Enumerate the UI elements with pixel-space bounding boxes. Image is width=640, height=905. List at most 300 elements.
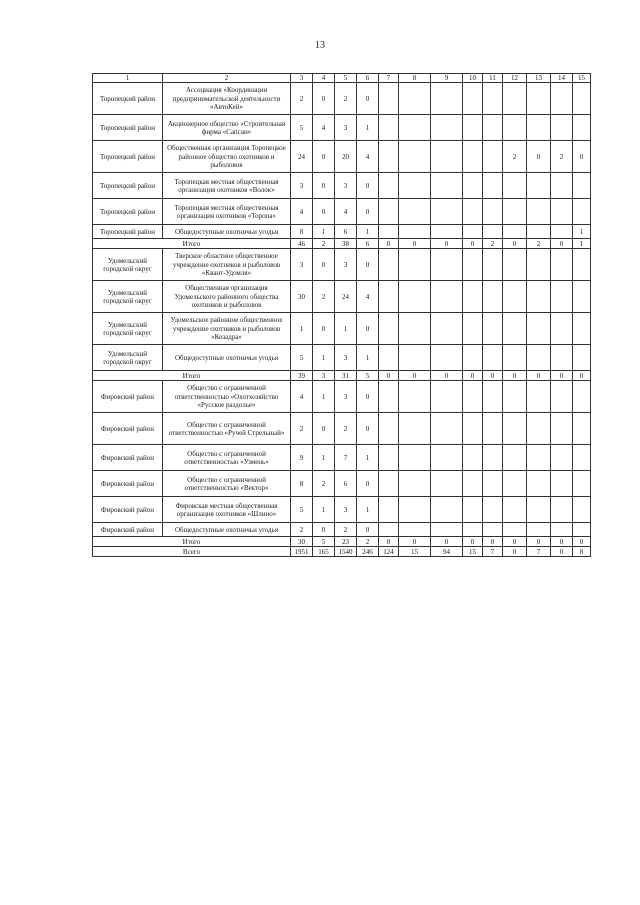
table-row <box>93 173 591 199</box>
value-cell <box>573 413 591 445</box>
value-cell <box>483 115 503 141</box>
grand-total-label: Всего <box>93 547 291 557</box>
grand-total-cell: 94 <box>431 547 463 557</box>
subtotal-row <box>93 537 591 547</box>
subtotal-cell: 31 <box>335 371 357 381</box>
value-cell <box>503 83 527 115</box>
value-cell <box>431 471 463 497</box>
value-cell <box>431 173 463 199</box>
value-cell <box>573 345 591 371</box>
value-cell <box>399 313 431 345</box>
header-cell: 2 <box>163 74 291 83</box>
grand-total-cell: 0 <box>551 547 573 557</box>
table-row <box>93 141 591 173</box>
value-cell <box>503 413 527 445</box>
subtotal-cell: 0 <box>399 537 431 547</box>
organization-cell: Общедоступные охотничьи угодья <box>163 225 291 239</box>
value-cell <box>483 83 503 115</box>
grand-total-cell: 8 <box>573 547 591 557</box>
value-cell <box>399 497 431 523</box>
value-cell <box>527 115 551 141</box>
value-cell: 0 <box>313 83 335 115</box>
district-cell: Торопецкий район <box>93 83 163 115</box>
grand-total-cell: 7 <box>527 547 551 557</box>
value-cell: 3 <box>335 249 357 281</box>
value-cell <box>573 199 591 225</box>
value-cell <box>573 381 591 413</box>
value-cell <box>379 173 399 199</box>
value-cell: 4 <box>335 199 357 225</box>
value-cell: 1 <box>335 313 357 345</box>
subtotal-cell: 0 <box>463 239 483 249</box>
value-cell <box>503 523 527 537</box>
grand-total-cell: 0 <box>503 547 527 557</box>
table-row <box>93 523 591 537</box>
value-cell <box>573 445 591 471</box>
value-cell: 1 <box>357 497 379 523</box>
value-cell <box>431 249 463 281</box>
district-cell: Фировский район <box>93 413 163 445</box>
value-cell <box>551 199 573 225</box>
district-cell: Фировский район <box>93 445 163 471</box>
value-cell <box>463 199 483 225</box>
district-cell: Торопецкий район <box>93 173 163 199</box>
header-cell: 1 <box>93 74 163 83</box>
value-cell: 9 <box>291 445 313 471</box>
value-cell <box>527 83 551 115</box>
value-cell <box>483 249 503 281</box>
value-cell: 4 <box>357 141 379 173</box>
subtotal-cell: 46 <box>291 239 313 249</box>
value-cell: 1 <box>357 115 379 141</box>
subtotal-cell: 0 <box>527 537 551 547</box>
table-row <box>93 381 591 413</box>
subtotal-cell: 0 <box>551 537 573 547</box>
value-cell: 6 <box>335 471 357 497</box>
subtotal-cell: 0 <box>399 239 431 249</box>
table-row <box>93 115 591 141</box>
value-cell: 1 <box>313 445 335 471</box>
value-cell <box>573 173 591 199</box>
value-cell <box>483 445 503 471</box>
value-cell <box>483 345 503 371</box>
value-cell <box>463 249 483 281</box>
value-cell <box>527 497 551 523</box>
value-cell <box>527 345 551 371</box>
value-cell <box>431 345 463 371</box>
value-cell <box>463 381 483 413</box>
grand-total-cell: 1951 <box>291 547 313 557</box>
value-cell <box>463 173 483 199</box>
value-cell <box>527 199 551 225</box>
value-cell <box>527 381 551 413</box>
page-number: 13 <box>315 40 325 51</box>
value-cell <box>379 141 399 173</box>
value-cell <box>573 83 591 115</box>
value-cell: 5 <box>291 115 313 141</box>
organization-cell: Торопецкая местная общественная организация охотников «Торопа» <box>163 199 291 225</box>
subtotal-cell: 0 <box>527 371 551 381</box>
value-cell <box>483 413 503 445</box>
subtotal-cell: 0 <box>379 537 399 547</box>
value-cell: 2 <box>335 523 357 537</box>
value-cell <box>551 381 573 413</box>
header-cell: 15 <box>573 74 591 83</box>
value-cell <box>399 225 431 239</box>
value-cell: 3 <box>335 115 357 141</box>
value-cell: 3 <box>335 173 357 199</box>
value-cell: 2 <box>503 141 527 173</box>
grand-total-cell: 165 <box>313 547 335 557</box>
value-cell <box>573 281 591 313</box>
value-cell <box>463 523 483 537</box>
value-cell <box>573 523 591 537</box>
value-cell <box>463 141 483 173</box>
subtotal-cell: 0 <box>551 371 573 381</box>
table-row <box>93 471 591 497</box>
value-cell <box>573 471 591 497</box>
table-row <box>93 445 591 471</box>
value-cell <box>483 523 503 537</box>
organization-cell: Общество с ограниченной ответственностью «Узмень» <box>163 445 291 471</box>
value-cell <box>503 249 527 281</box>
value-cell: 8 <box>291 225 313 239</box>
subtotal-cell: 0 <box>463 371 483 381</box>
subtotal-cell: 0 <box>483 537 503 547</box>
value-cell: 0 <box>313 523 335 537</box>
value-cell <box>431 281 463 313</box>
district-cell: Удомельский городской округ <box>93 345 163 371</box>
table-row <box>93 83 591 115</box>
value-cell: 1 <box>313 225 335 239</box>
value-cell <box>431 497 463 523</box>
subtotal-cell: 0 <box>483 371 503 381</box>
value-cell: 2 <box>335 413 357 445</box>
value-cell <box>503 281 527 313</box>
value-cell: 2 <box>551 141 573 173</box>
value-cell <box>463 345 483 371</box>
organization-cell: Фировская местная общественная организация охотников «Шлино» <box>163 497 291 523</box>
value-cell: 2 <box>291 523 313 537</box>
value-cell <box>379 313 399 345</box>
value-cell <box>527 173 551 199</box>
value-cell: 0 <box>313 141 335 173</box>
value-cell: 0 <box>313 199 335 225</box>
subtotal-cell: 0 <box>503 239 527 249</box>
header-cell: 5 <box>335 74 357 83</box>
value-cell <box>379 225 399 239</box>
value-cell <box>463 413 483 445</box>
organization-cell: Общественная организация Торопецкое районное общество охотников и рыболовов <box>163 141 291 173</box>
value-cell <box>573 115 591 141</box>
subtotal-cell: 1 <box>573 239 591 249</box>
subtotal-cell: 0 <box>503 537 527 547</box>
value-cell <box>527 225 551 239</box>
table-row <box>93 199 591 225</box>
organization-cell: Удомельское районное общественное учреждение охотников и рыболовов «Козадра» <box>163 313 291 345</box>
value-cell: 1 <box>357 345 379 371</box>
value-cell <box>483 173 503 199</box>
subtotal-cell: 3 <box>313 371 335 381</box>
district-cell: Фировский район <box>93 523 163 537</box>
subtotal-cell: 0 <box>503 371 527 381</box>
value-cell: 0 <box>313 173 335 199</box>
grand-total-cell: 1540 <box>335 547 357 557</box>
subtotal-label: Итого <box>93 239 291 249</box>
value-cell <box>551 115 573 141</box>
subtotal-cell: 23 <box>335 537 357 547</box>
value-cell <box>527 445 551 471</box>
value-cell <box>551 83 573 115</box>
grand-total-cell: 15 <box>399 547 431 557</box>
subtotal-cell: 5 <box>357 371 379 381</box>
value-cell: 1 <box>291 313 313 345</box>
subtotal-cell: 2 <box>357 537 379 547</box>
value-cell <box>379 497 399 523</box>
value-cell: 0 <box>313 313 335 345</box>
value-cell <box>503 173 527 199</box>
value-cell: 1 <box>313 381 335 413</box>
header-cell: 8 <box>399 74 431 83</box>
district-cell: Торопецкий район <box>93 141 163 173</box>
organization-cell: Торопецкая местная общественная организация охотников «Волок» <box>163 173 291 199</box>
value-cell <box>527 313 551 345</box>
value-cell: 0 <box>357 381 379 413</box>
value-cell: 1 <box>313 497 335 523</box>
value-cell <box>431 413 463 445</box>
district-cell: Торопецкий район <box>93 199 163 225</box>
value-cell <box>399 281 431 313</box>
organization-cell: Общественная организация Удомельского районного общества охотников и рыболовов <box>163 281 291 313</box>
value-cell <box>551 225 573 239</box>
value-cell: 20 <box>335 141 357 173</box>
value-cell <box>551 249 573 281</box>
district-cell: Удомельский городской округ <box>93 313 163 345</box>
subtotal-cell: 0 <box>551 239 573 249</box>
value-cell: 0 <box>573 141 591 173</box>
value-cell <box>503 313 527 345</box>
table-row <box>93 313 591 345</box>
value-cell <box>573 249 591 281</box>
value-cell <box>573 313 591 345</box>
value-cell <box>399 381 431 413</box>
grand-total-row <box>93 547 591 557</box>
table-row <box>93 225 591 239</box>
value-cell: 1 <box>357 445 379 471</box>
grand-total-cell: 15 <box>463 547 483 557</box>
subtotal-cell: 2 <box>483 239 503 249</box>
grand-total-cell: 124 <box>379 547 399 557</box>
value-cell: 0 <box>357 313 379 345</box>
header-cell: 10 <box>463 74 483 83</box>
value-cell <box>431 225 463 239</box>
value-cell: 5 <box>291 497 313 523</box>
value-cell: 8 <box>291 471 313 497</box>
value-cell: 2 <box>335 83 357 115</box>
value-cell <box>551 497 573 523</box>
value-cell <box>483 471 503 497</box>
header-cell: 7 <box>379 74 399 83</box>
header-cell: 9 <box>431 74 463 83</box>
value-cell <box>551 281 573 313</box>
value-cell <box>399 141 431 173</box>
value-cell <box>379 445 399 471</box>
subtotal-cell: 0 <box>399 371 431 381</box>
value-cell <box>399 173 431 199</box>
value-cell <box>503 345 527 371</box>
value-cell <box>399 523 431 537</box>
header-cell: 13 <box>527 74 551 83</box>
value-cell <box>503 199 527 225</box>
subtotal-cell: 0 <box>379 239 399 249</box>
subtotal-row <box>93 239 591 249</box>
value-cell <box>463 281 483 313</box>
value-cell <box>431 199 463 225</box>
value-cell <box>379 115 399 141</box>
subtotal-label: Итого <box>93 371 291 381</box>
organization-cell: Общество с ограниченной ответственностью «Ручей Стрельный» <box>163 413 291 445</box>
value-cell <box>573 497 591 523</box>
value-cell <box>399 345 431 371</box>
value-cell <box>463 83 483 115</box>
subtotal-cell: 0 <box>573 371 591 381</box>
value-cell: 3 <box>335 381 357 413</box>
value-cell <box>379 281 399 313</box>
value-cell <box>551 345 573 371</box>
value-cell <box>463 497 483 523</box>
value-cell: 6 <box>335 225 357 239</box>
value-cell: 0 <box>357 471 379 497</box>
value-cell <box>399 249 431 281</box>
value-cell <box>379 199 399 225</box>
value-cell: 0 <box>357 83 379 115</box>
value-cell: 1 <box>313 345 335 371</box>
header-cell: 4 <box>313 74 335 83</box>
value-cell <box>379 345 399 371</box>
value-cell <box>463 313 483 345</box>
value-cell: 2 <box>313 471 335 497</box>
value-cell <box>379 381 399 413</box>
value-cell <box>527 523 551 537</box>
district-cell: Удомельский городской округ <box>93 281 163 313</box>
value-cell <box>483 313 503 345</box>
grand-total-cell: 246 <box>357 547 379 557</box>
value-cell: 0 <box>313 249 335 281</box>
value-cell: 0 <box>357 413 379 445</box>
organization-cell: Общедоступные охотничьи угодья <box>163 523 291 537</box>
value-cell: 3 <box>335 497 357 523</box>
value-cell <box>431 313 463 345</box>
value-cell: 1 <box>357 225 379 239</box>
value-cell <box>379 471 399 497</box>
district-cell: Торопецкий район <box>93 225 163 239</box>
value-cell <box>551 413 573 445</box>
table-row <box>93 345 591 371</box>
value-cell <box>483 497 503 523</box>
value-cell: 5 <box>291 345 313 371</box>
value-cell <box>379 523 399 537</box>
value-cell <box>463 225 483 239</box>
subtotal-cell: 38 <box>335 239 357 249</box>
subtotal-row <box>93 371 591 381</box>
value-cell: 7 <box>335 445 357 471</box>
value-cell: 24 <box>291 141 313 173</box>
value-cell <box>503 115 527 141</box>
district-cell: Удомельский городской округ <box>93 249 163 281</box>
header-cell: 11 <box>483 74 503 83</box>
header-cell: 14 <box>551 74 573 83</box>
value-cell: 0 <box>357 173 379 199</box>
table-row <box>93 281 591 313</box>
value-cell: 1 <box>573 225 591 239</box>
hunting-grounds-table <box>92 73 591 557</box>
table-row <box>93 413 591 445</box>
value-cell: 0 <box>313 413 335 445</box>
value-cell <box>551 471 573 497</box>
value-cell <box>431 445 463 471</box>
value-cell <box>551 445 573 471</box>
grand-total-cell: 7 <box>483 547 503 557</box>
value-cell: 2 <box>313 281 335 313</box>
value-cell <box>399 413 431 445</box>
value-cell: 4 <box>291 381 313 413</box>
value-cell <box>379 249 399 281</box>
header-cell: 12 <box>503 74 527 83</box>
subtotal-cell: 0 <box>379 371 399 381</box>
header-row <box>93 74 591 83</box>
value-cell <box>483 199 503 225</box>
organization-cell: Общедоступные охотничьи угодья <box>163 345 291 371</box>
value-cell <box>551 523 573 537</box>
subtotal-cell: 0 <box>431 371 463 381</box>
value-cell: 2 <box>291 83 313 115</box>
district-cell: Фировский район <box>93 497 163 523</box>
value-cell <box>551 173 573 199</box>
value-cell <box>379 413 399 445</box>
value-cell <box>399 83 431 115</box>
value-cell: 24 <box>335 281 357 313</box>
value-cell: 0 <box>357 523 379 537</box>
table-row <box>93 497 591 523</box>
value-cell: 4 <box>313 115 335 141</box>
header-cell: 6 <box>357 74 379 83</box>
value-cell <box>527 249 551 281</box>
subtotal-cell: 6 <box>357 239 379 249</box>
value-cell <box>431 523 463 537</box>
subtotal-cell: 30 <box>291 537 313 547</box>
subtotal-cell: 0 <box>463 537 483 547</box>
subtotal-cell: 39 <box>291 371 313 381</box>
value-cell <box>463 115 483 141</box>
value-cell <box>483 141 503 173</box>
value-cell <box>379 83 399 115</box>
value-cell <box>431 83 463 115</box>
subtotal-cell: 2 <box>313 239 335 249</box>
district-cell: Торопецкий район <box>93 115 163 141</box>
organization-cell: Общество с ограниченной ответственностью «Вектор» <box>163 471 291 497</box>
organization-cell: Общество с ограниченной ответственностью «Охотхозяйство «Русское раздолье» <box>163 381 291 413</box>
subtotal-cell: 0 <box>431 537 463 547</box>
subtotal-cell: 0 <box>573 537 591 547</box>
value-cell: 3 <box>335 345 357 371</box>
subtotal-cell: 0 <box>431 239 463 249</box>
value-cell <box>431 115 463 141</box>
value-cell <box>399 445 431 471</box>
value-cell: 0 <box>357 249 379 281</box>
value-cell <box>503 225 527 239</box>
value-cell: 3 <box>291 249 313 281</box>
organization-cell: Акционерное общество «Строительная фирма «Сапсан» <box>163 115 291 141</box>
